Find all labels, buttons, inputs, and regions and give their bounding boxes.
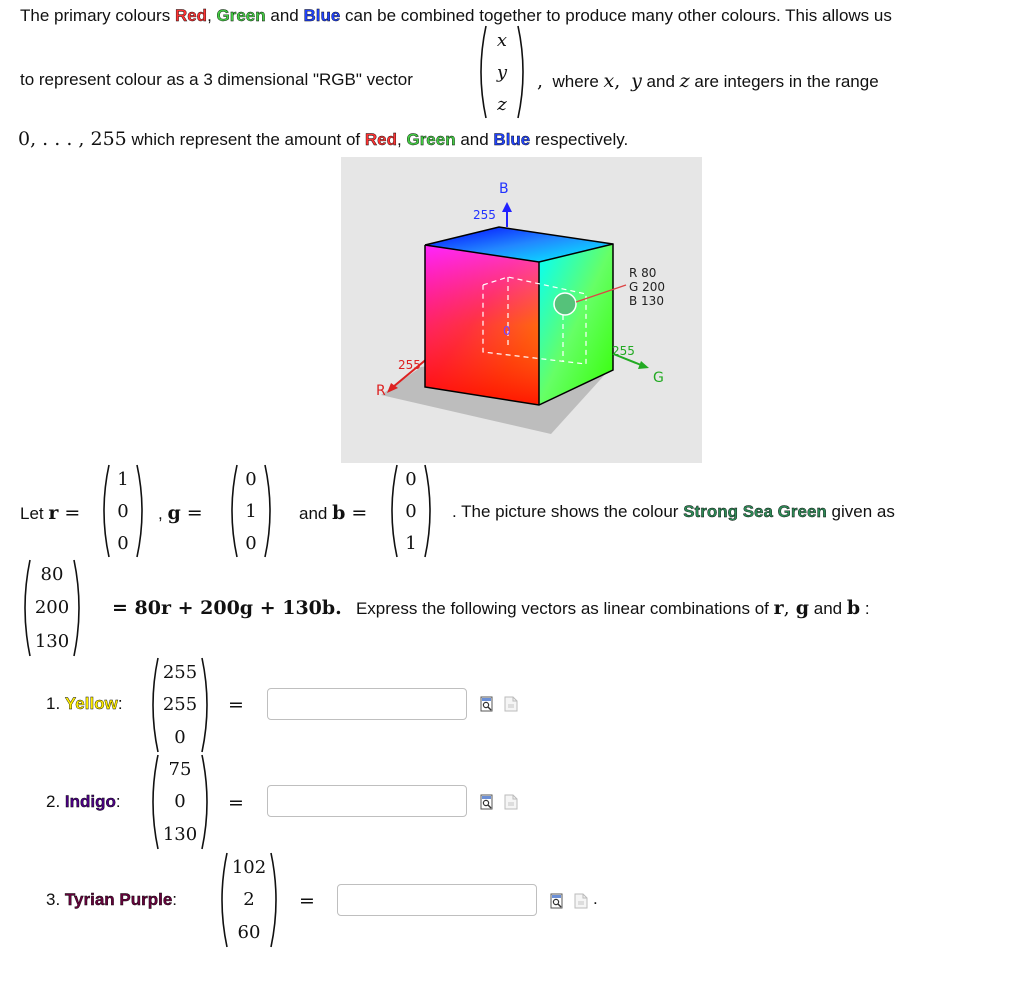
question-2-label: [46, 792, 121, 812]
equals-3: =: [299, 890, 315, 912]
origin-label: 0: [503, 324, 511, 338]
vec-entry: 80: [40, 564, 64, 586]
answer-input-indigo[interactable]: [267, 785, 467, 817]
equals: =: [58, 502, 81, 524]
question-number: 1.: [46, 694, 65, 713]
keyword-red: Red: [174, 6, 208, 25]
intro-text: to represent colour as a 3 dimensional "RGB" vector: [20, 70, 413, 89]
keyword-strong-sea-green: Strong Sea Green: [683, 502, 827, 521]
vec-entry: x: [496, 29, 508, 51]
vec-entry: 60: [237, 922, 261, 944]
axis-label-r: R: [376, 383, 386, 399]
equals-2: =: [228, 792, 244, 814]
intro-text: are integers in the range: [689, 72, 879, 91]
vec-entry: 0: [174, 791, 186, 813]
tick-255-g: 255: [612, 344, 635, 358]
vector-strong-sea-green: [18, 558, 86, 658]
question-3-end: .: [593, 889, 598, 908]
intro-line-2-text: [20, 70, 413, 90]
vec-entry: 1: [245, 500, 257, 522]
intro-text: which represent the amount of: [126, 130, 365, 149]
vec-entry: y: [496, 61, 508, 83]
intro-line-1: [20, 6, 892, 26]
vec-entry: 75: [168, 758, 192, 780]
var-r: r: [48, 502, 59, 524]
vec-entry: 0: [174, 727, 186, 749]
defs-g: [158, 502, 203, 524]
rgb-readout-r: R 80: [629, 266, 657, 280]
vec-entry: 2: [243, 889, 255, 911]
vec-entry: 0: [405, 468, 417, 490]
vec-entry: 0: [117, 500, 129, 522]
var-b: b: [846, 597, 861, 619]
intro-line-3: [18, 128, 628, 150]
vec-entry: 0: [117, 532, 129, 554]
defs-text: given as: [826, 502, 895, 521]
tick-255-b: 255: [473, 208, 496, 222]
question-number: 2.: [46, 792, 65, 811]
vec-entry: 255: [162, 694, 198, 716]
comma: ,: [783, 597, 796, 619]
g-axis-arrow: [638, 361, 649, 369]
b-axis-arrow: [502, 202, 512, 212]
example-line: [112, 597, 870, 619]
vector-b: [385, 463, 437, 559]
sep: and: [455, 130, 494, 149]
rgb-readout-b: B 130: [629, 294, 664, 308]
vec-entry: 102: [231, 856, 267, 878]
comma: ,: [158, 504, 168, 523]
example-text: and: [809, 599, 847, 618]
linear-combination: = 80r + 200g + 130b.: [112, 597, 342, 619]
rgb-vector-xyz: [474, 24, 530, 120]
keyword-green: Green: [216, 6, 266, 25]
vector-yellow: [146, 656, 214, 754]
var-g: g: [795, 597, 810, 619]
vector-r: [97, 463, 149, 559]
feedback-icon[interactable]: [504, 696, 518, 712]
defs-b: [299, 502, 367, 524]
vec-entry: 0: [245, 468, 257, 490]
rgb-cube-image: [341, 157, 702, 463]
question-number: 3.: [46, 890, 65, 909]
color-point: [554, 293, 576, 315]
range: 0, . . . , 255: [18, 128, 127, 150]
vec-entry: z: [497, 93, 507, 115]
colon: :: [115, 792, 121, 811]
intro-text: respectively.: [530, 130, 629, 149]
feedback-icon[interactable]: [504, 794, 518, 810]
var-y: y: [631, 70, 642, 92]
equals-1: =: [228, 694, 244, 716]
sep: and: [265, 6, 304, 25]
keyword-tyrian-purple: Tyrian Purple: [64, 890, 173, 909]
var-b: b: [332, 502, 346, 524]
vec-entry: 0: [405, 500, 417, 522]
axis-label-b: B: [499, 181, 509, 197]
keyword-yellow: Yellow: [64, 694, 118, 713]
intro-text: can be combined together to produce many other colours. This allows us: [340, 6, 892, 25]
defs-text: . The picture shows the colour: [452, 502, 684, 521]
intro-line-2-rest: [537, 70, 879, 92]
preview-icon[interactable]: [550, 893, 564, 909]
equals: =: [180, 502, 203, 524]
equals: =: [345, 502, 368, 524]
defs-rest: [452, 502, 895, 522]
vec-entry: 130: [34, 630, 70, 652]
preview-icon[interactable]: [480, 794, 494, 810]
vector-g: [225, 463, 277, 559]
feedback-icon[interactable]: [574, 893, 588, 909]
cube-side-face: [539, 244, 613, 405]
left-paren: [474, 24, 488, 120]
var-g: g: [167, 502, 181, 524]
rgb-cube-figure: [341, 157, 702, 463]
sep: ,: [207, 6, 217, 25]
vec-entry: 1: [117, 468, 129, 490]
keyword-indigo: Indigo: [64, 792, 116, 811]
intro-text: The primary colours: [20, 6, 175, 25]
keyword-blue: Blue: [303, 6, 341, 25]
cube-front-face-overlay: [425, 245, 539, 405]
question-3-label: [46, 890, 177, 910]
defs-text: and: [299, 504, 333, 523]
defs-let: [20, 502, 80, 524]
preview-icon[interactable]: [480, 696, 494, 712]
vector-tyrian-purple: [215, 851, 283, 949]
colon: :: [172, 890, 178, 909]
var-z: z: [679, 70, 690, 92]
vec-entry: 0: [245, 532, 257, 554]
colon: :: [117, 694, 123, 713]
sep: ,: [397, 130, 407, 149]
vec-entry: 255: [162, 661, 198, 683]
example-text: Express the following vectors as linear combinations of: [355, 599, 774, 618]
vector-indigo: [146, 753, 214, 851]
axis-label-g: G: [653, 370, 664, 386]
keyword-green: Green: [406, 130, 456, 149]
answer-input-tyrian-purple[interactable]: [337, 884, 537, 916]
vec-entry: 200: [34, 597, 70, 619]
colon: :: [860, 599, 870, 618]
comma: ,: [537, 70, 544, 92]
vec-entry: 130: [162, 824, 198, 846]
keyword-red: Red: [364, 130, 398, 149]
var-r: r: [773, 597, 784, 619]
intro-text: and: [641, 72, 680, 91]
intro-text: where: [552, 72, 604, 91]
rgb-readout-g: G 200: [629, 280, 666, 294]
defs-text: Let: [20, 504, 49, 523]
vec-entry: 1: [405, 532, 417, 554]
answer-input-yellow[interactable]: [267, 688, 467, 720]
comma: ,: [614, 70, 627, 92]
var-x: x: [603, 70, 615, 92]
question-1-label: [46, 694, 123, 714]
tick-255-r: 255: [398, 358, 421, 372]
keyword-blue: Blue: [493, 130, 531, 149]
right-paren: [516, 24, 530, 120]
